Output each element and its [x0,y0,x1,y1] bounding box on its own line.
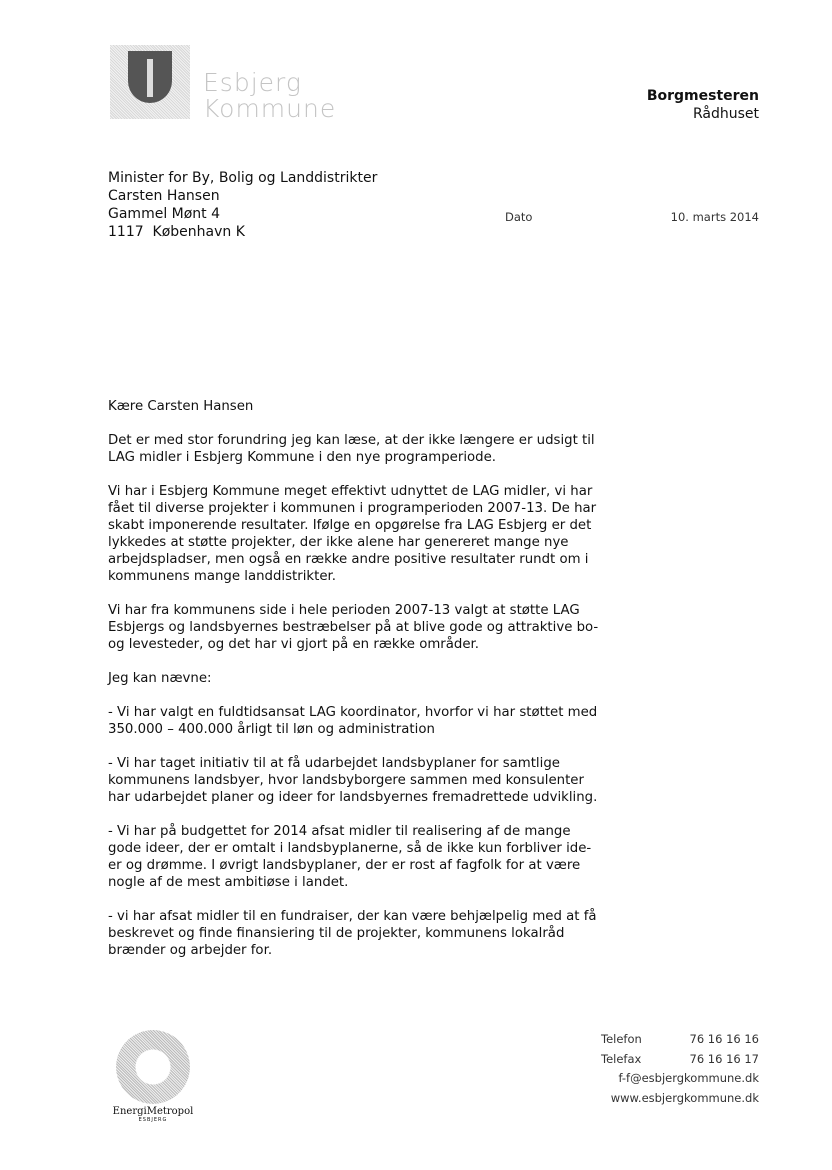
municipality-logo-text [203,70,336,122]
sun-ring-icon [116,1030,190,1104]
sender-block [647,87,759,123]
phone-label: Telefon [601,1032,642,1046]
sender-place: Rådhuset [692,106,759,122]
sender-title: Borgmesteren [646,88,759,104]
energimetropol-name: EnergiMetropol [112,1106,194,1117]
date-label: Dato [505,210,533,224]
letter-body [108,398,708,976]
list-item: - vi har afsat midler til en fundraiser, der kan være behjælpelig med at få beskrevet og finde finansiering til de projekter, kommunens lokalråd brænder og arbejder for. [108,909,597,958]
recipient-address [108,169,377,241]
website-link[interactable]: www.esbjergkommune.dk [610,1090,759,1105]
address-line: 1117 København K [108,224,245,240]
shield-icon [128,51,172,103]
logo-line-2: Kommune [203,94,337,123]
logo-line-1: Esbjerg [203,68,302,97]
fax-number: 76 16 16 17 [689,1051,759,1066]
paragraph: Det er med stor forundring jeg kan læse, at der ikke længere er udsigt til LAG midler i Esbjerg Kommune i den nye programperiode. [108,433,595,465]
energimetropol-sub: ESBJERG [138,1117,168,1123]
contact-block [601,1030,759,1108]
salutation: Kære Carsten Hansen [108,399,254,414]
list-item: - Vi har taget initiativ til at få udarbejdet landsbyplaner for samtlige kommunens landsbyer, hvor landsbyborgere sammen med konsulenter har udarbejdet planer og ideer for landsbyernes fremadrettede udvikling. [108,756,598,805]
date-value: 10. marts 2014 [670,210,759,224]
address-line: Carsten Hansen [108,188,220,204]
fax-label: Telefax [601,1051,642,1066]
coat-of-arms-logo [110,45,190,119]
email-link[interactable]: f-f@esbjergkommune.dk [618,1071,759,1085]
paragraph: Vi har i Esbjerg Kommune meget effektivt udnyttet de LAG midler, vi har fået til diverse projekter i kommunen i programperioden 2007-13. De har skabt imponerende resultater. Ifølge en opgørelse fra LAG Esbjerg er det lykkedes at støtte projekter, der ikke alene har genereret mange nye arbejdspladser, men også en række andre positive resultater rundt om i kommunens mange landdistrikter. [108,484,597,584]
address-line: Gammel Mønt 4 [108,206,221,222]
list-item: - Vi har valgt en fuldtidsansat LAG koordinator, hvorfor vi har støttet med 350.000 – 400.000 årligt til løn og administration [108,705,598,737]
paragraph: Vi har fra kommunens side i hele perioden 2007-13 valgt at støtte LAG Esbjergs og landsbyernes bestræbelser på at blive gode og attraktive bo- og levesteder, og det har vi gjort på en række områder. [108,603,599,652]
list-item: - Vi har på budgettet for 2014 afsat midler til realisering af de mange gode ideer, der er omtalt i landsbyplanerne, så de ikke kun forbliver ide- er og drømme. I øvrigt landsbyplaner, der er rost af fagfolk for at være nogle af de mest ambitiøse i landet. [108,824,592,890]
address-line: Minister for By, Bolig og Landdistrikter [108,170,378,186]
paragraph: Jeg kan nævne: [108,671,212,686]
phone-number: 76 16 16 16 [689,1032,759,1046]
energimetropol-logo [108,1030,198,1123]
